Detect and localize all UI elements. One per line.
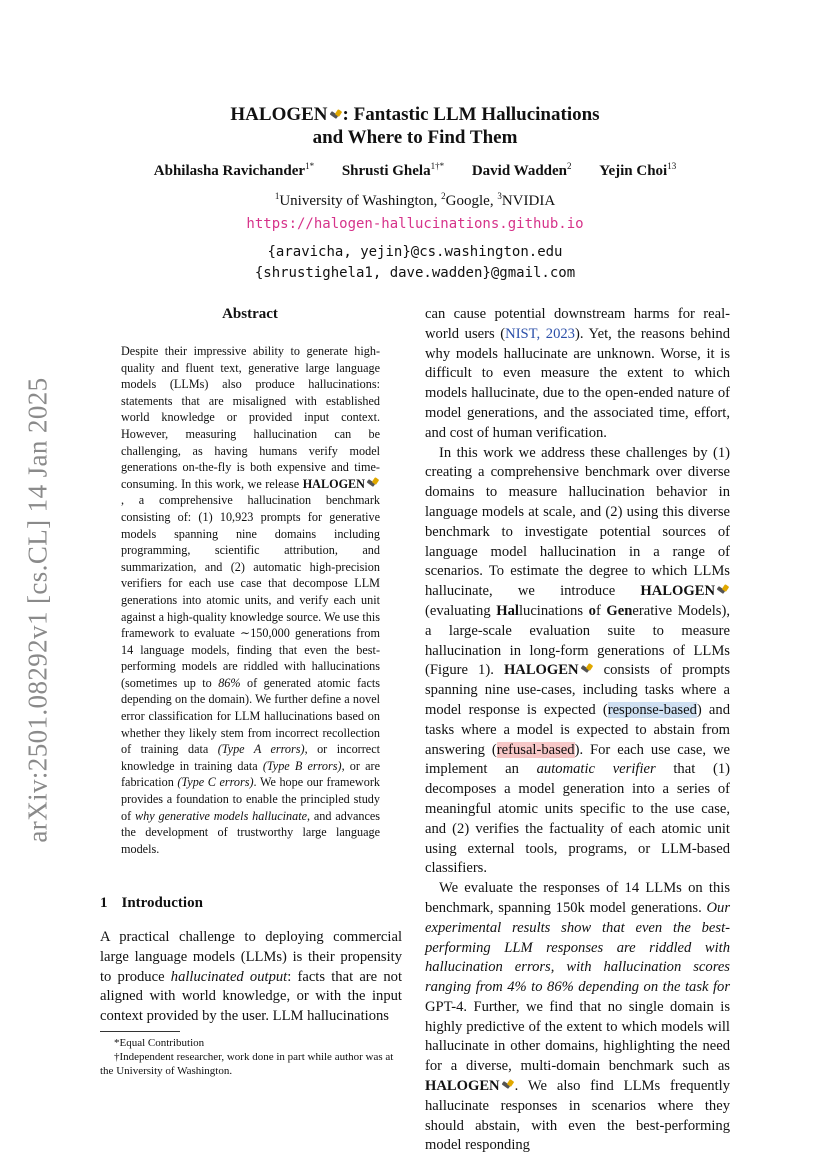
author: Shrusti Ghela$^{1\dagger*}$ bbox=[341, 161, 445, 179]
email-line: {aravicha, yejin}@cs.washington.edu bbox=[267, 244, 563, 260]
paragraph: can cause potential downstream harms for real-world users (NIST, 2023). Yet, the reasons behind why models hallucinate are unknown. Worse, it is difficult to even measure the extent to which models hallucinate, due to the open-ended nature of model generations, and the associated time, effort, and cost of human verification. bbox=[425, 306, 730, 441]
introduction-paragraph: A practical challenge to deploying commercial large language models (LLMs) is their propensity to produce hallucinated output: facts that are not aligned with world knowledge, or with the input context provided by the user. LLM hallucinations bbox=[100, 929, 403, 1025]
flashlight-icon bbox=[716, 585, 730, 595]
paragraph: We evaluate the responses of 14 LLMs on this benchmark, spanning 150k model generations. Our experimental results show that even the best-performing LLM responses are riddled with hallucination errors, with hallucination scores ranging from 4% to 86% depending on the task for GPT-4. Further, we find that no single domain is highly predictive of the extent to which models will hallucinate in other domains, highlighting the need for a diverse, multi-domain benchmark such as HALOGEN . We also find LLMs frequently hallucinate responses in scenarios where they should abstain, with even the best-performing model responding bbox=[425, 880, 730, 1154]
response-based-highlight: response-based bbox=[607, 701, 697, 718]
project-url-link[interactable]: https://halogen-hallucinations.github.io bbox=[246, 216, 584, 232]
author: Yejin Choi$^{13}$ bbox=[599, 161, 677, 179]
arxiv-sidebar bbox=[18, 370, 58, 850]
right-column bbox=[425, 305, 730, 1156]
footnotes bbox=[100, 1036, 402, 1078]
flashlight-icon bbox=[366, 478, 380, 488]
citation-link[interactable]: NIST, 2023 bbox=[505, 325, 575, 342]
abstract-heading: Abstract bbox=[222, 306, 278, 322]
affiliations: $^1$University of Washington, $^2$Google, $^3$NVIDIA bbox=[274, 191, 556, 209]
refusal-based-highlight: refusal-based bbox=[496, 741, 575, 758]
footnote-independent-researcher: †Independent researcher, work done in part while author was at the University of Washington. bbox=[100, 1051, 394, 1077]
title-line2: and Where to Find Them bbox=[312, 127, 518, 148]
paragraph: In this work we address these challenges by (1) creating a comprehensive benchmark over diverse domains to measure hallucination behavior in language models at scale, and (2) using this diverse benchmark to investigate potential sources of language model hallucination in a range of scenarios. To estimate the degree to which LLMs hallucinate, we introduce HALOGEN (evaluating Hallucinations of Generative Models), a large-scale evaluation suite to measure hallucination in long-form generations of LLMs (Figure 1). HALOGEN consists of prompts spanning nine use-cases, including tasks where a model response is expected (response-based) and tasks where a model is expected to abstain from answering (refusal-based). For each use case, we implement an automatic verifier that (1) decomposes a model generation into a series of meaningful atomic units specific to the use case, and (2) verifies the factuality of each atomic unit using external tools, programs, or LLM-based classifiers. bbox=[425, 444, 730, 877]
flashlight-icon bbox=[329, 110, 343, 120]
title-rest: : Fantastic LLM Hallucinations bbox=[342, 104, 600, 125]
email-line: {shrustighela1, dave.wadden}@gmail.com bbox=[254, 265, 576, 281]
author-list bbox=[100, 161, 730, 180]
author: David Wadden$^2$ bbox=[471, 161, 572, 179]
benchmark-name: HALOGEN bbox=[302, 476, 365, 491]
section-number: 1 bbox=[100, 895, 108, 911]
footnote-rule bbox=[100, 1031, 180, 1032]
arxiv-identifier: arXiv:2501.08292v1 [cs.CL] 14 Jan 2025 bbox=[22, 377, 53, 843]
title-name: HALOGEN bbox=[230, 104, 328, 125]
section-title: Introduction bbox=[121, 895, 203, 911]
abstract-body: Despite their impressive ability to generate high-quality and fluent text, generative large language models (LLMs) also produce hallucinations: statements that are misaligned with established world knowledge or provided input context. However, measuring hallucination can be challenging, as having humans verify model generations on-the-fly is both expensive and time-consuming. In this work, we release HALOGEN, a comprehensive hallucination benchmark consisting of: (1) 10,923 prompts for generative models spanning nine domains including programming, scientific attribution, and summarization, and (2) automatic high-precision verifiers for each use case that decompose LLM generations into atomic units, and verify each unit against a high-quality knowledge source. We use this framework to evaluate ∼150,000 generations from 14 language models, finding that even the best-performing models are riddled with hallucinations (sometimes up to 86% of generated atomic facts depending on the domain). We further define a novel error classification for LLM hallucinations based on whether they likely stem from incorrect recollection of training data (Type A errors), or incorrect knowledge in training data (Type B errors), or are fabrication (Type C errors). We hope our framework provides a foundation to enable the principled study of why generative models hallucinate, and advances the development of trustworthy large language models. bbox=[121, 344, 381, 856]
footnote-equal-contribution: *Equal Contribution bbox=[114, 1037, 205, 1049]
flashlight-icon bbox=[501, 1080, 515, 1090]
author-emails bbox=[100, 242, 730, 284]
author: Abhilasha Ravichander$^{1*}$ bbox=[153, 161, 315, 179]
section-heading-introduction bbox=[100, 895, 203, 912]
flashlight-icon bbox=[580, 664, 594, 674]
paper-title bbox=[100, 103, 730, 149]
